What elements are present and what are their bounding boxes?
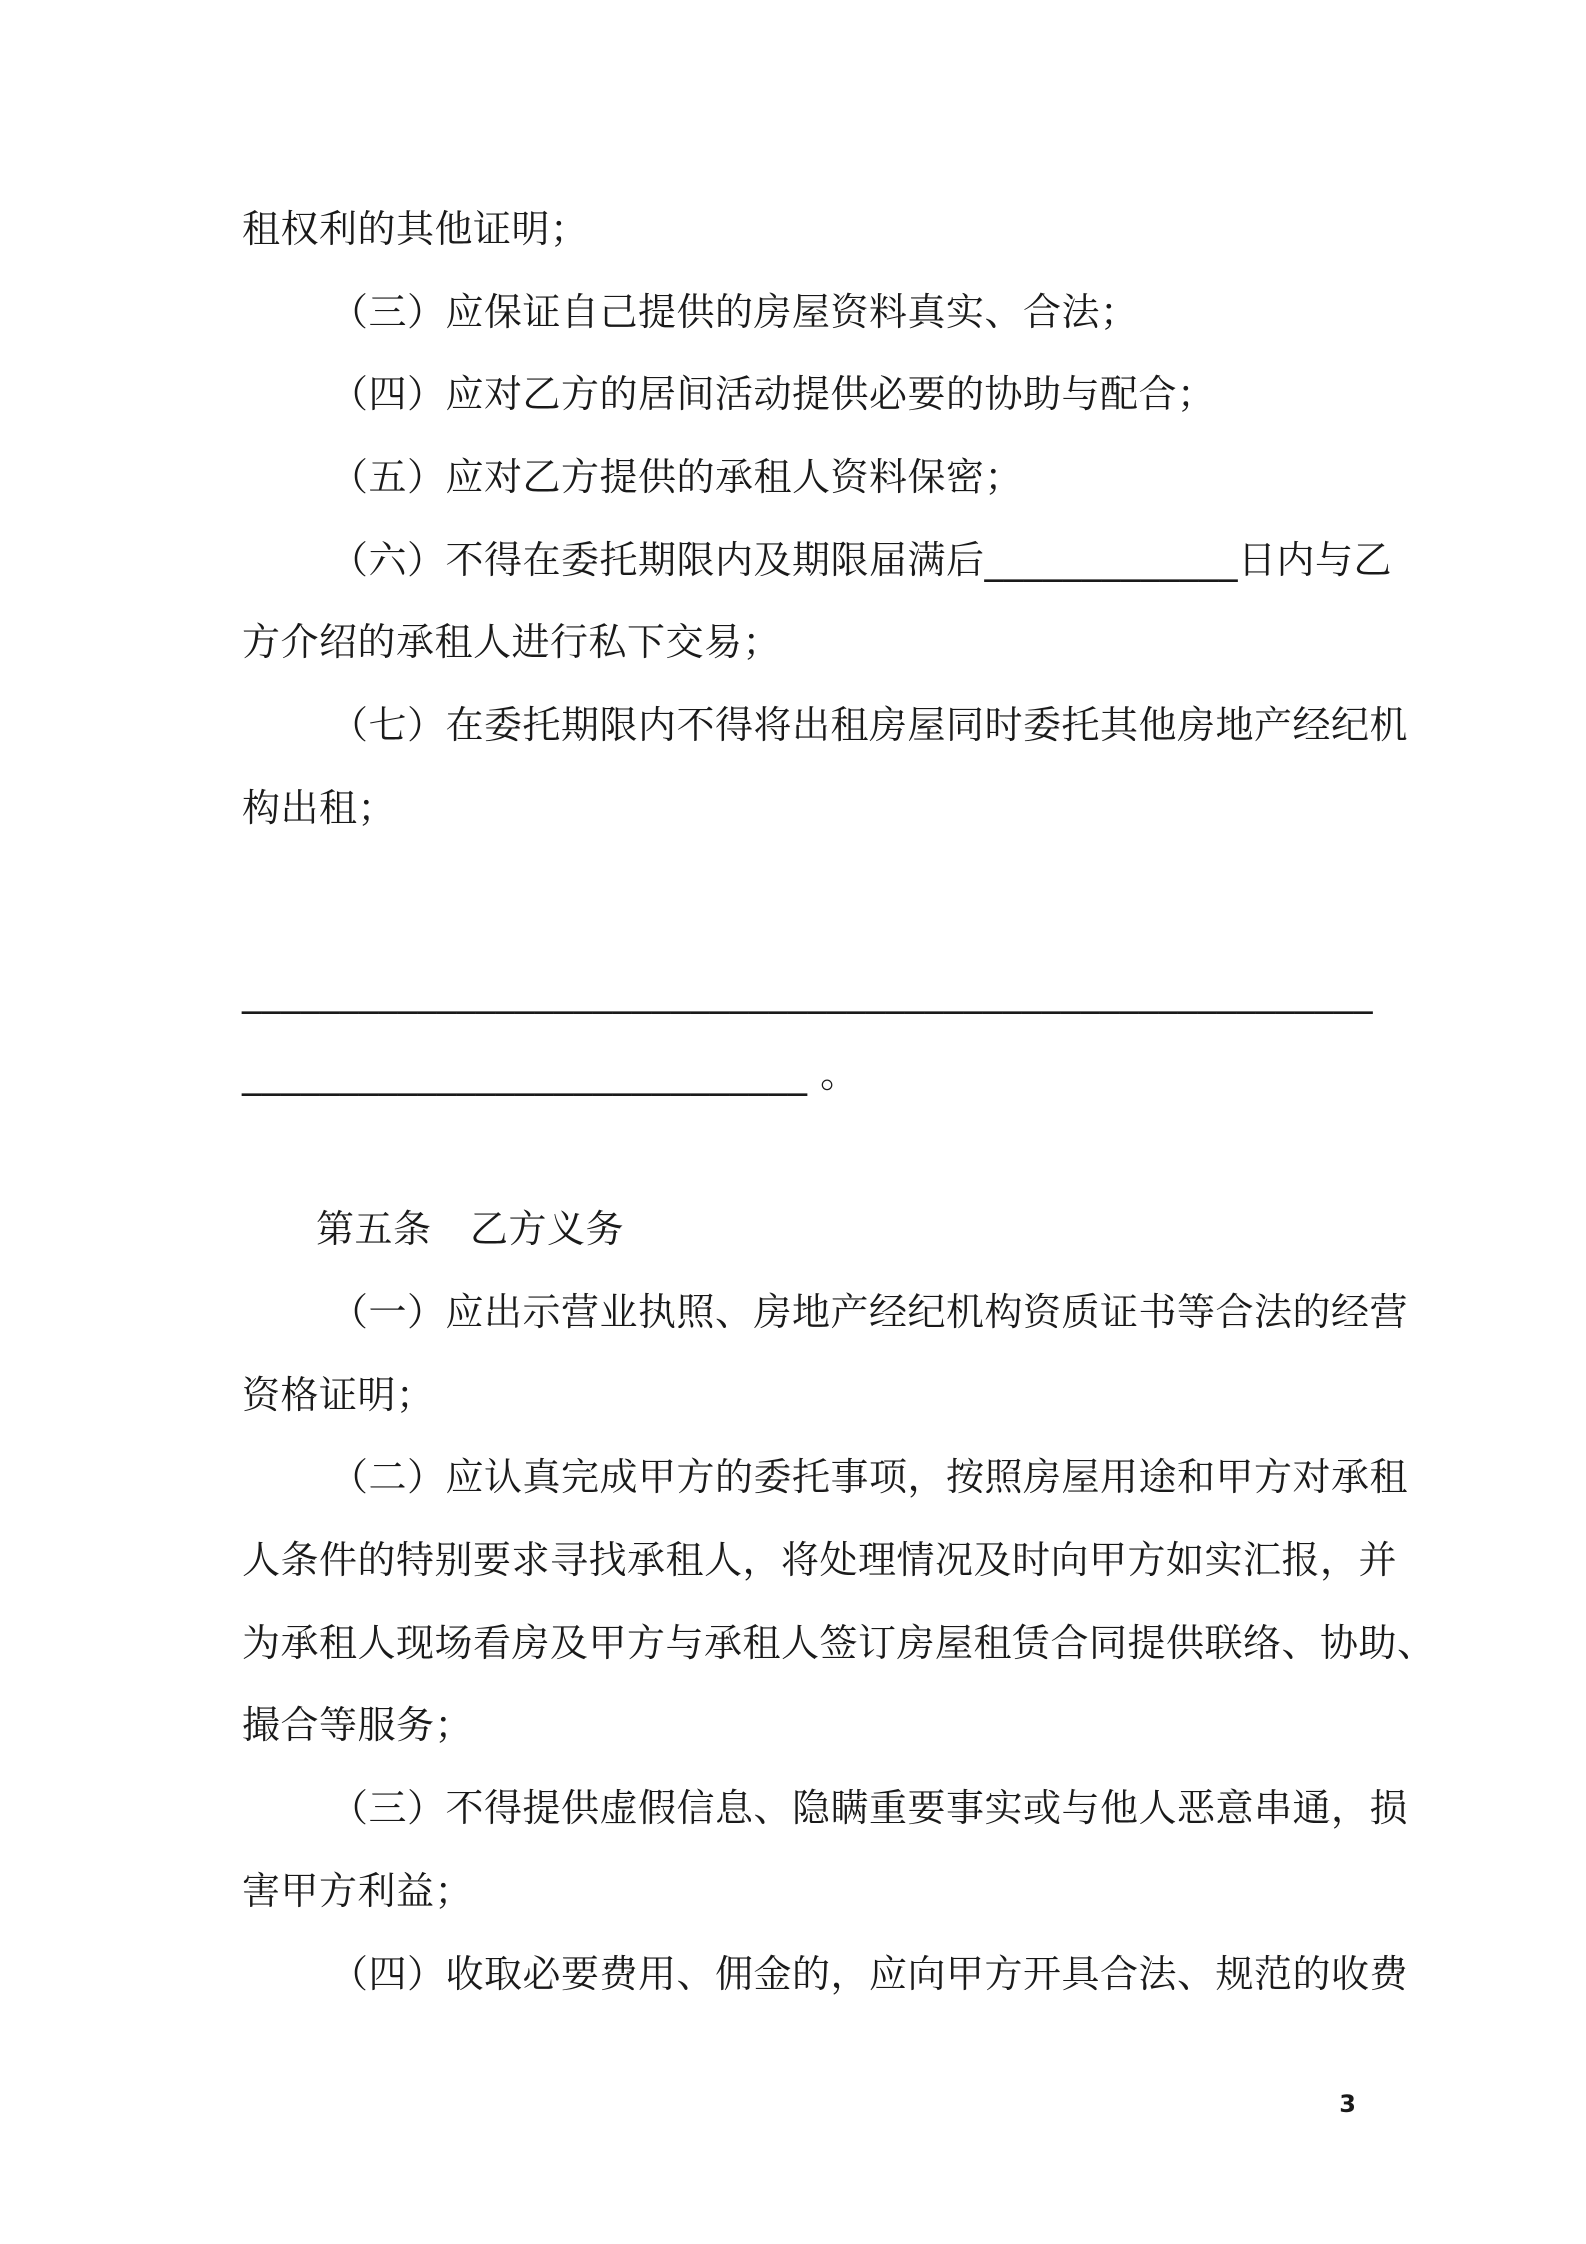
text-line: 方介绍的承租人进行私下交易； (242, 620, 782, 664)
text-line: （五）应对乙方提供的承租人资料保密； (330, 455, 1024, 499)
page-number: 3 (1339, 2090, 1356, 2118)
section-heading: 第五条 乙方义务 (316, 1207, 625, 1251)
text-line: 资格证明； (242, 1373, 435, 1417)
text-line: 租权利的其他证明； (242, 207, 589, 251)
text-line: （四）收取必要费用、佣金的，应向甲方开具合法、规范的收费 (330, 1952, 1409, 1996)
blank-fill-line: _____________________________ 。 (242, 1052, 859, 1096)
text-line: （六）不得在委托期限内及期限届满后_____________日内与乙 (330, 538, 1393, 582)
text-line: （七）在委托期限内不得将出租房屋同时委托其他房地产经纪机 (330, 703, 1409, 747)
text-line: 人条件的特别要求寻找承租人，将处理情况及时向甲方如实汇报，并 (242, 1538, 1398, 1582)
text-line: 撮合等服务； (242, 1703, 474, 1747)
text-line: （四）应对乙方的居间活动提供必要的协助与配合； (330, 372, 1216, 416)
text-line: 害甲方利益； (242, 1869, 474, 1913)
text-line: （三）不得提供虚假信息、隐瞒重要事实或与他人恶意串通，损 (330, 1786, 1409, 1830)
text-line: （二）应认真完成甲方的委托事项，按照房屋用途和甲方对承租 (330, 1455, 1409, 1499)
text-line: （三）应保证自己提供的房屋资料真实、合法； (330, 290, 1139, 334)
text-line: 为承租人现场看房及甲方与承租人签订房屋租赁合同提供联络、协助、 (242, 1621, 1436, 1665)
text-line: 构出租； (242, 786, 397, 830)
blank-fill-line: __________________________________________________________ (242, 970, 1373, 1014)
text-line: （一）应出示营业执照、房地产经纪机构资质证书等合法的经营 (330, 1290, 1409, 1334)
